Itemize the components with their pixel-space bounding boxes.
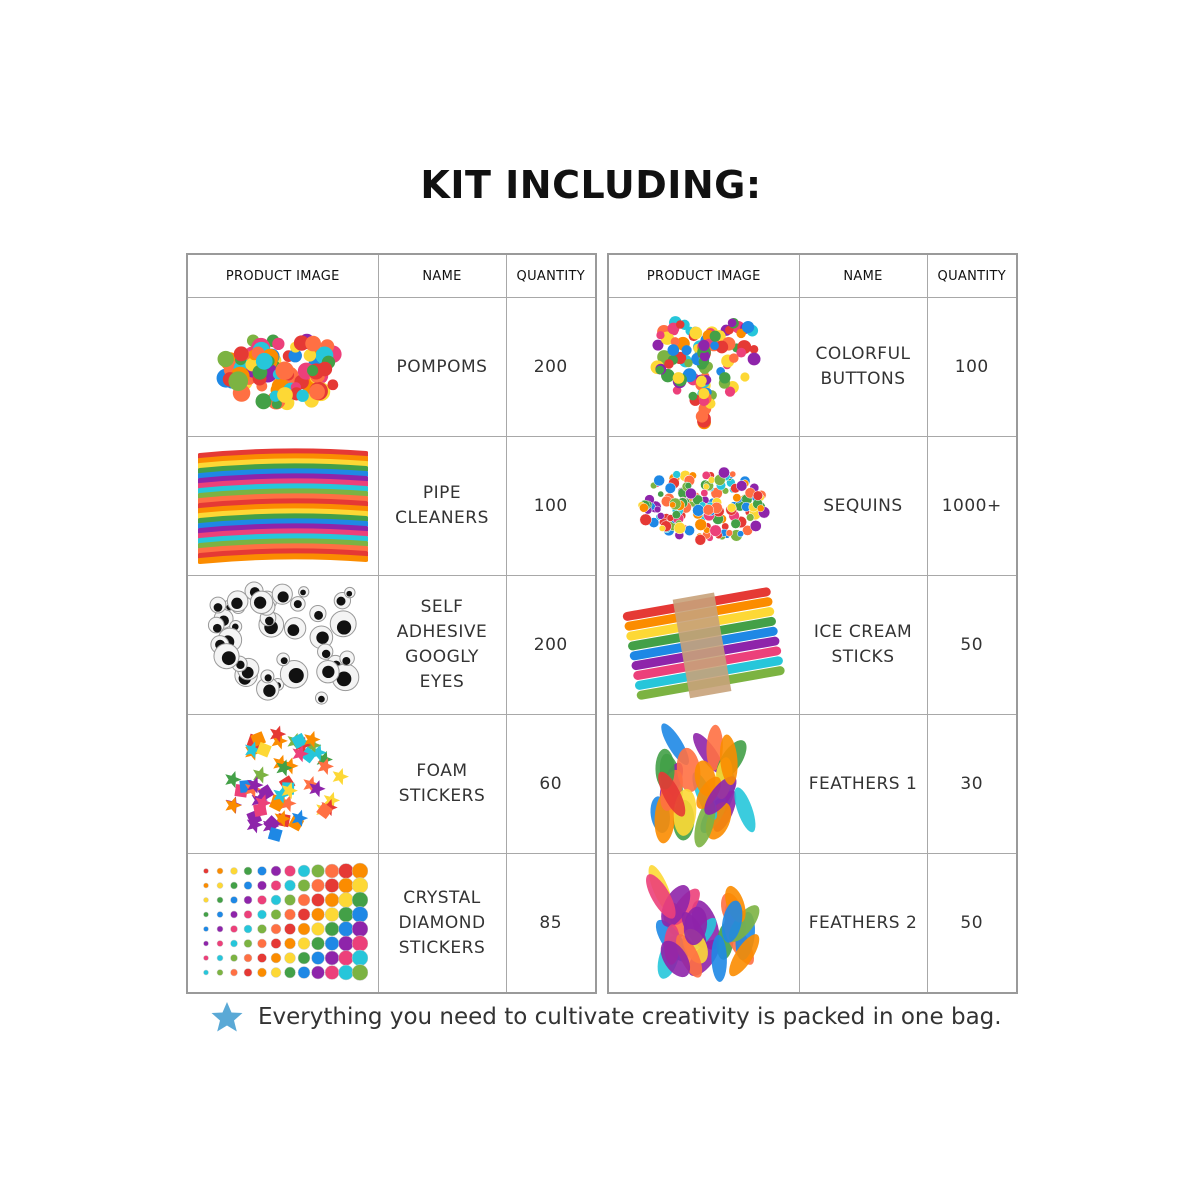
product-name: [378, 437, 506, 576]
product-name-line: DIAMOND: [398, 912, 486, 933]
table-row: [608, 437, 1017, 576]
product-image-cell: [187, 576, 378, 715]
sequins-image: [619, 442, 789, 570]
product-name: [378, 576, 506, 715]
footer-note: [210, 1000, 1002, 1034]
product-quantity: 200: [506, 298, 596, 437]
product-name: [378, 298, 506, 437]
googly-eyes-image: [198, 581, 368, 709]
product-name-line: FEATHERS 2: [808, 912, 918, 933]
product-name: [799, 854, 927, 994]
product-image-cell: [187, 715, 378, 854]
product-name-line: SELF: [420, 597, 464, 617]
product-name-line: CRYSTAL: [403, 887, 481, 908]
table-row: [187, 576, 596, 715]
table-row: [187, 854, 596, 994]
product-name-line: SEQUINS: [823, 495, 903, 516]
colorful-buttons-image: [619, 303, 789, 431]
header-product-image: PRODUCT IMAGE: [187, 254, 378, 298]
page-title: KIT INCLUDING:: [420, 163, 762, 207]
table-header-row: [187, 254, 596, 298]
product-image-cell: [187, 437, 378, 576]
product-quantity: 100: [927, 298, 1017, 437]
product-quantity: 60: [506, 715, 596, 854]
product-name: [799, 298, 927, 437]
table-row: [608, 854, 1017, 994]
kit-table-right: [607, 253, 1018, 994]
table-header-row: [608, 254, 1017, 298]
kit-table-left: [186, 253, 597, 994]
product-quantity: 200: [506, 576, 596, 715]
product-image-cell: [608, 298, 799, 437]
product-name-line: COLORFUL: [815, 344, 911, 364]
product-name-line: STICKERS: [398, 937, 486, 958]
header-product-image: PRODUCT IMAGE: [608, 254, 799, 298]
product-name: [799, 437, 927, 576]
product-name: [378, 854, 506, 994]
table-row: [187, 715, 596, 854]
product-name-line: CLEANERS: [395, 508, 489, 528]
product-image-cell: [187, 854, 378, 994]
table-row: [608, 298, 1017, 437]
product-name-line: ICE CREAM: [813, 622, 913, 642]
footer-text: Everything you need to cultivate creativity is packed in one bag.: [258, 1004, 1002, 1030]
table-row: [608, 576, 1017, 715]
product-name-line: PIPE: [422, 483, 462, 503]
feathers-image: [619, 859, 789, 987]
product-name-line: ADHESIVE: [396, 622, 488, 642]
product-image-cell: [608, 854, 799, 994]
header-name: NAME: [799, 254, 927, 298]
product-name: [799, 576, 927, 715]
product-quantity: 30: [927, 715, 1017, 854]
foam-stickers-image: [198, 720, 368, 848]
product-image-cell: [187, 298, 378, 437]
product-name-line: STICKERS: [398, 786, 486, 806]
product-name: [378, 715, 506, 854]
pompoms-image: [198, 303, 368, 431]
pipe-cleaners-image: [198, 442, 368, 570]
product-image-cell: [608, 715, 799, 854]
product-name-line: EYES: [419, 672, 465, 692]
product-name-line: POMPOMS: [396, 356, 488, 377]
feathers-image: [619, 720, 789, 848]
product-image-cell: [608, 576, 799, 715]
table-row: [187, 437, 596, 576]
table-row: [187, 298, 596, 437]
product-name-line: STICKS: [831, 647, 895, 667]
product-name-line: FEATHERS 1: [808, 773, 918, 794]
star-icon: [210, 1000, 244, 1034]
product-quantity: 50: [927, 854, 1017, 994]
header-name: NAME: [378, 254, 506, 298]
product-name: [799, 715, 927, 854]
product-quantity: 1000+: [927, 437, 1017, 576]
product-quantity: 85: [506, 854, 596, 994]
ice-cream-sticks-image: [619, 581, 789, 709]
product-name-line: BUTTONS: [820, 369, 906, 389]
crystal-stickers-image: [198, 859, 368, 987]
product-image-cell: [608, 437, 799, 576]
product-quantity: 100: [506, 437, 596, 576]
product-name-line: GOOGLY: [405, 647, 479, 667]
table-row: [608, 715, 1017, 854]
product-quantity: 50: [927, 576, 1017, 715]
header-quantity: QUANTITY: [927, 254, 1017, 298]
header-quantity: QUANTITY: [506, 254, 596, 298]
product-name-line: FOAM: [416, 761, 468, 781]
